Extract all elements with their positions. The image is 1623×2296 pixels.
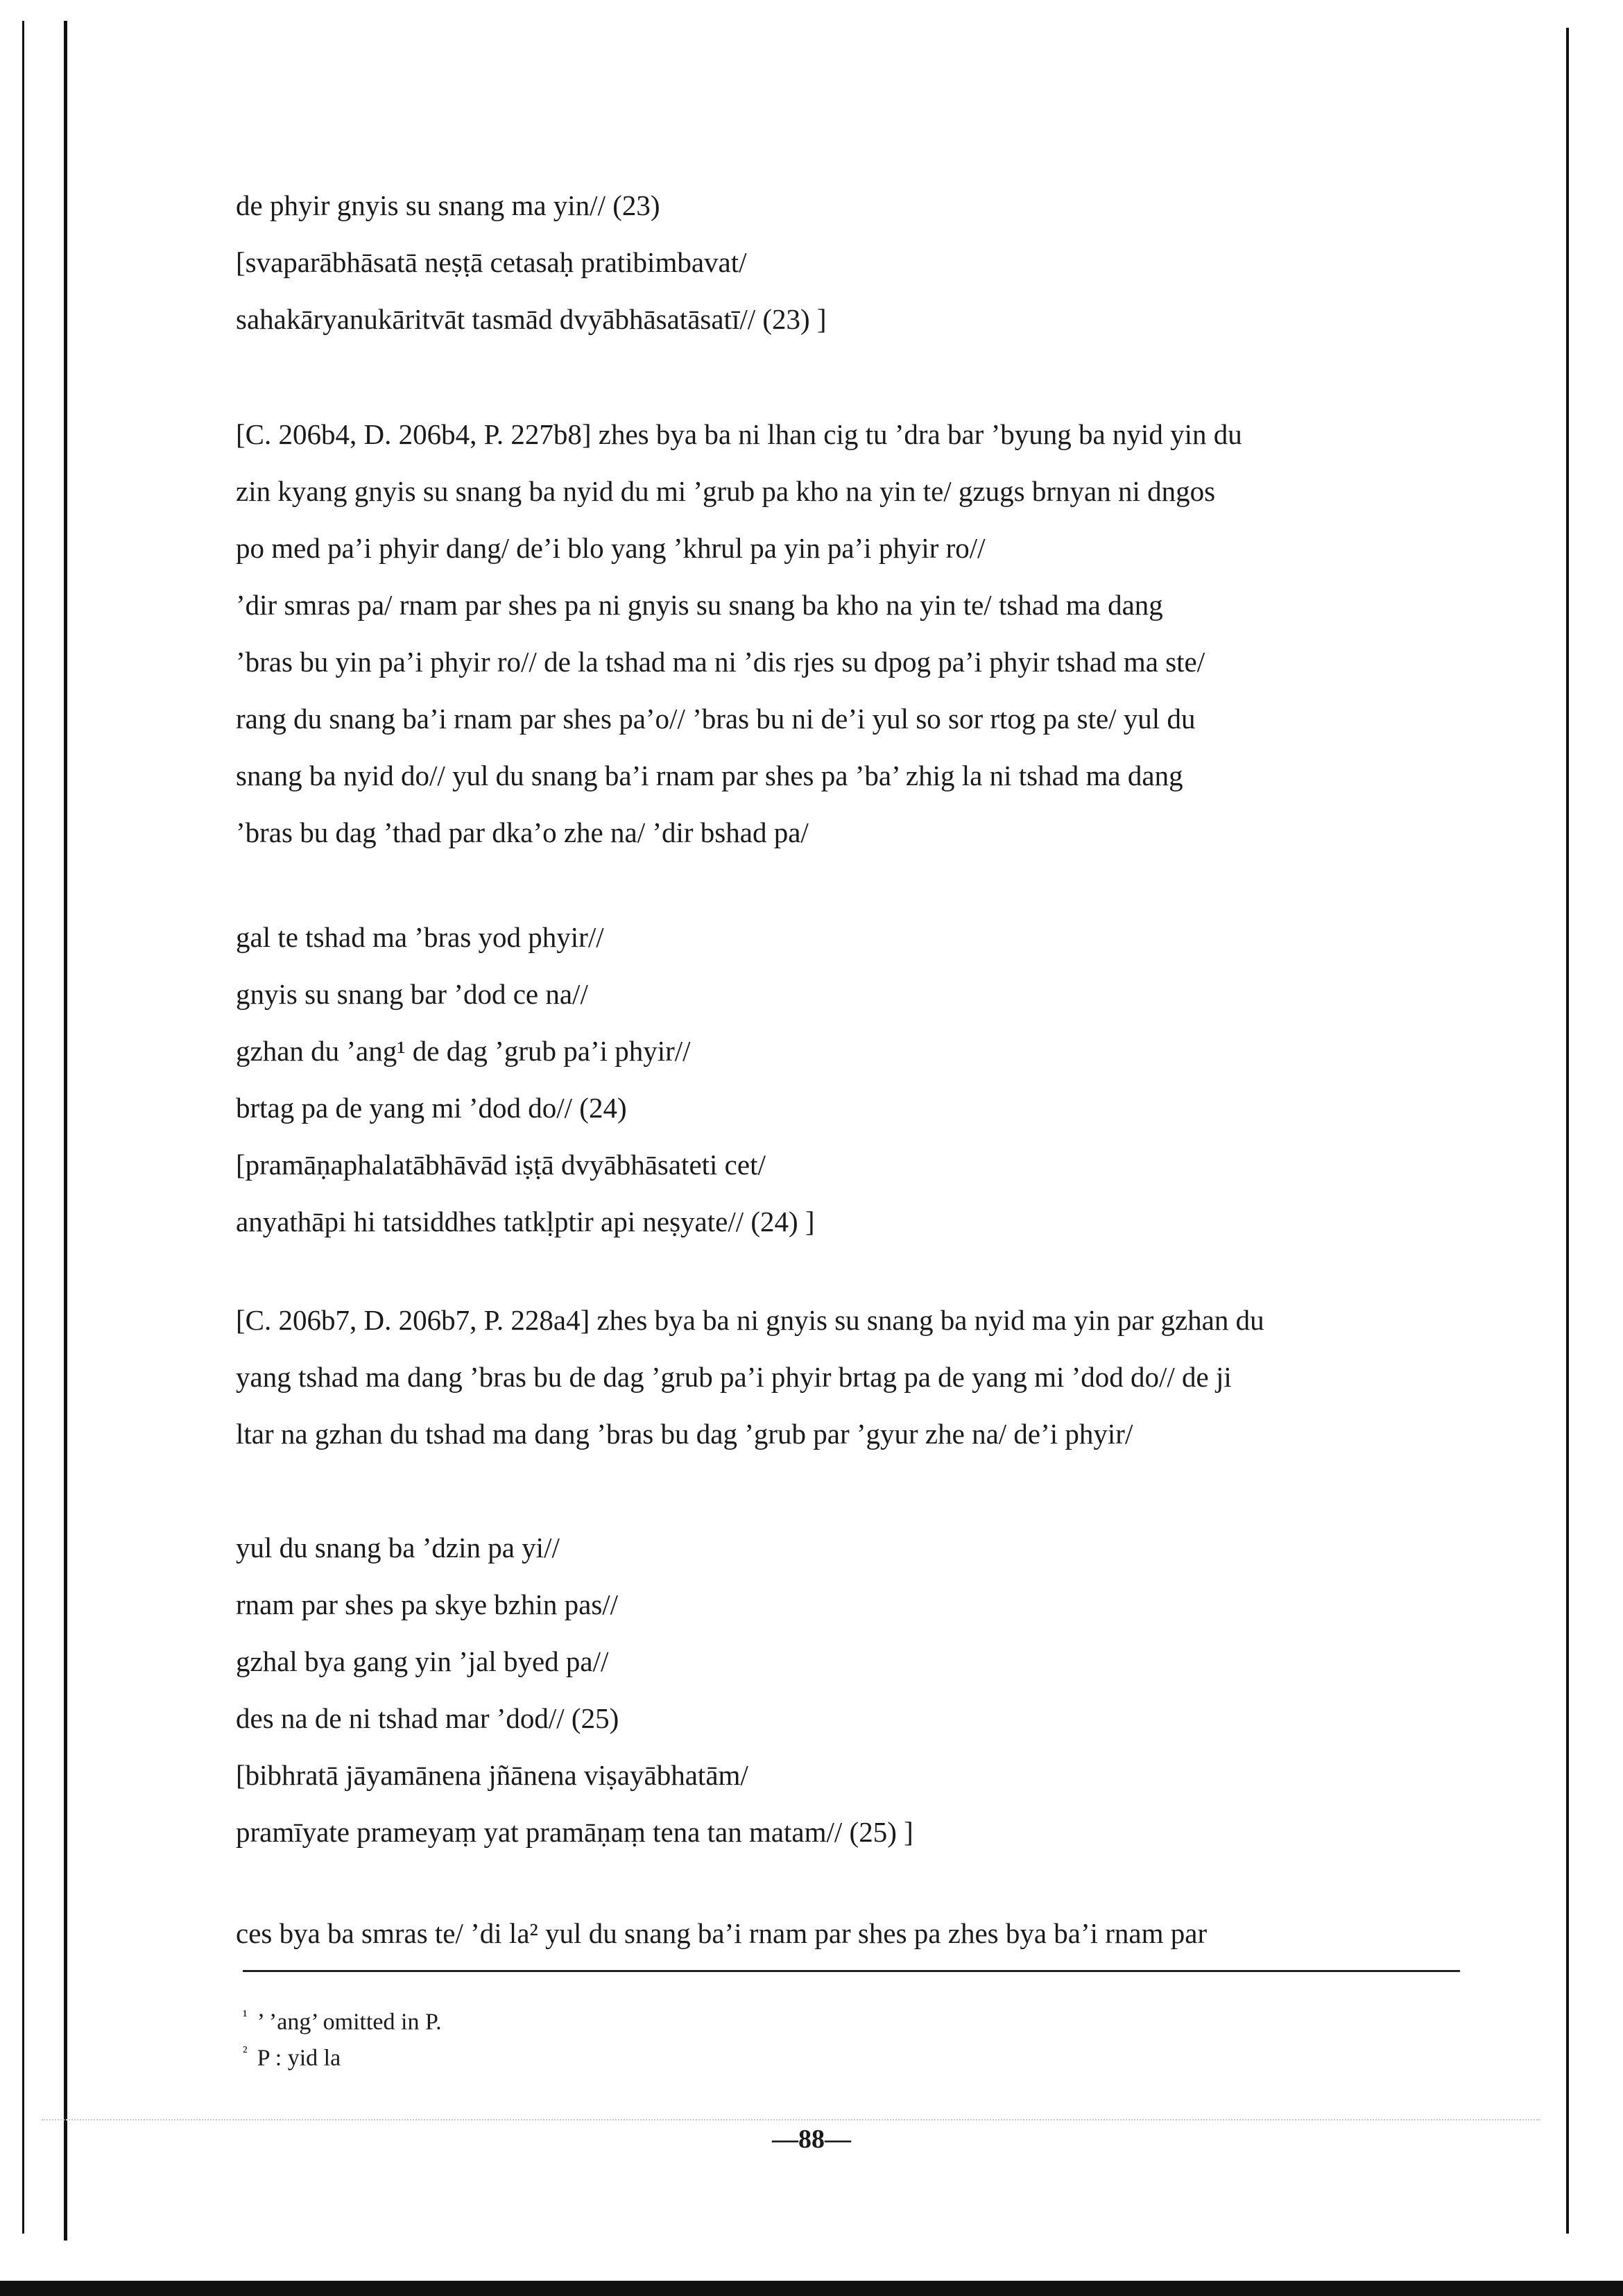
text-line: ’dir smras pa/ rnam par shes pa ni gnyis su snang ba kho na yin te/ tshad ma dang <box>236 589 1163 621</box>
text-line: des na de ni tshad mar ’dod// (25) <box>236 1702 619 1734</box>
scan-bottom-edge <box>0 2281 1623 2296</box>
text-line: de phyir gnyis su snang ma yin// (23) <box>236 189 660 221</box>
passage-verse-24 <box>236 909 1457 1250</box>
page-number: —88— <box>772 2125 851 2154</box>
text-line: brtag pa de yang mi ’dod do// (24) <box>236 1092 627 1124</box>
text-line: [svaparābhāsatā neṣṭā cetasaḥ pratibimbavat/ <box>236 246 747 278</box>
footnote-rule <box>243 1970 1460 1972</box>
text-line: ’bras bu dag ’thad par dka’o zhe na/ ’dir bshad pa/ <box>236 816 809 848</box>
text-line: yul du snang ba ’dzin pa yi// <box>236 1532 560 1563</box>
text-line: gnyis su snang bar ’dod ce na// <box>236 978 588 1010</box>
text-line: rang du snang ba’i rnam par shes pa’o// ’bras bu ni de’i yul so sor rtog pa ste/ yul du <box>236 703 1196 735</box>
footnote-text: ’ ’ang’ omitted in P. <box>257 2009 442 2035</box>
text-line: [C. 206b4, D. 206b4, P. 227b8] zhes bya ba ni lhan cig tu ’dra bar ’byung ba nyid yin du <box>236 418 1242 450</box>
passage-verse-23 <box>236 177 1457 348</box>
text-line: [pramāṇaphalatābhāvād iṣṭā dvyābhāsateti cet/ <box>236 1149 766 1181</box>
text-line: ltar na gzhan du tshad ma dang ’bras bu dag ’grub par ’gyur zhe na/ de’i phyir/ <box>236 1418 1133 1450</box>
scan-dotted-divider <box>42 2119 1540 2121</box>
text-line: ’bras bu yin pa’i phyir ro// de la tshad ma ni ’dis rjes su dpog pa’i phyir tshad ma ste/ <box>236 646 1205 678</box>
footnote-text: P : yid la <box>257 2045 341 2071</box>
footnote-mark: ² <box>243 2043 248 2060</box>
left-margin-line-outer <box>22 21 24 2234</box>
text-line: anyathāpi hi tatsiddhes tatkḷptir api neṣyate// (24) ] <box>236 1206 815 1237</box>
passage-commentary-2 <box>236 1292 1457 1462</box>
text-line: [bibhratā jāyamānena jñānena viṣayābhatām/ <box>236 1759 748 1791</box>
right-margin-line <box>1566 28 1569 2234</box>
left-margin-line-inner <box>64 21 67 2241</box>
text-line: po med pa’i phyir dang/ de’i blo yang ’khrul pa yin pa’i phyir ro// <box>236 532 986 564</box>
passage-verse-25 <box>236 1519 1457 1860</box>
passage-commentary-1 <box>236 406 1457 861</box>
text-line: ces bya ba smras te/ ’di la² yul du snang ba’i rnam par shes pa zhes bya ba’i rnam par <box>236 1917 1208 1949</box>
text-line: yang tshad ma dang ’bras bu de dag ’grub pa’i phyir brtag pa de yang mi ’dod do// de ji <box>236 1361 1232 1393</box>
passage-commentary-3 <box>236 1905 1457 1962</box>
text-line: gzhan du ’ang¹ de dag ’grub pa’i phyir// <box>236 1035 691 1067</box>
text-line: [C. 206b7, D. 206b7, P. 228a4] zhes bya ba ni gnyis su snang ba nyid ma yin par gzhan du <box>236 1304 1264 1336</box>
footnote-mark: ¹ <box>243 2007 248 2024</box>
text-line: sahakāryanukāritvāt tasmād dvyābhāsatāsatī// (23) ] <box>236 303 827 335</box>
text-line: gal te tshad ma ’bras yod phyir// <box>236 921 604 953</box>
text-line: zin kyang gnyis su snang ba nyid du mi ’grub pa kho na yin te/ gzugs brnyan ni dngos <box>236 475 1216 507</box>
text-line: rnam par shes pa skye bzhin pas// <box>236 1588 619 1620</box>
footnote-2 <box>243 2034 341 2076</box>
text-line: pramīyate prameyaṃ yat pramāṇaṃ tena tan matam// (25) ] <box>236 1816 913 1848</box>
text-line: gzhal bya gang yin ’jal byed pa// <box>236 1645 609 1677</box>
text-line: snang ba nyid do// yul du snang ba’i rnam par shes pa ’ba’ zhig la ni tshad ma dang <box>236 760 1183 791</box>
